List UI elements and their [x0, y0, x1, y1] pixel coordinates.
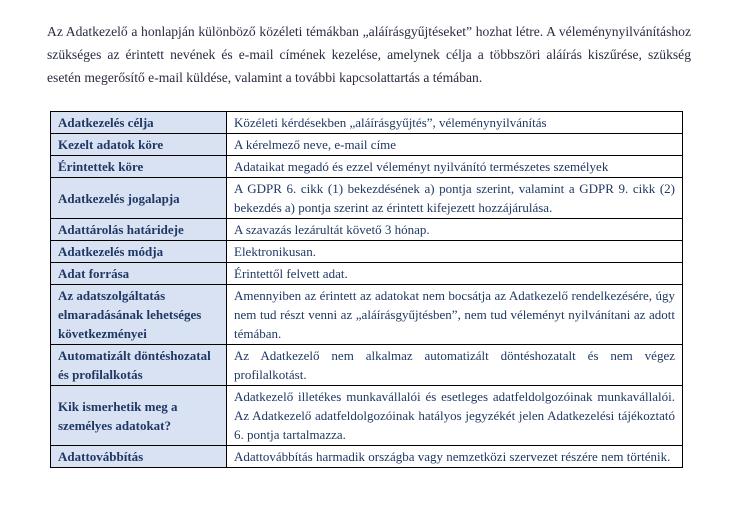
row-label: Adattovábbítás: [51, 446, 227, 468]
intro-paragraph: Az Adatkezelő a honlapján különböző közéleti témákban „aláírásgyűjtéseket” hozhat létre. A véleménynyilvánításhoz szükséges az érintett nevének és e-mail címének kezelése, amelynek célja a többszöri aláírás kiszűrése, szükség esetén megerősítő e-mail küldése, valamint a további kapcsolattartás a témában.: [47, 24, 691, 85]
row-label: Az adatszolgáltatás elmaradásának lehetséges következményei: [51, 285, 227, 345]
table-row: [51, 178, 683, 219]
row-value: Adatkezelő illetékes munkavállalói és esetleges adatfeldolgozóinak munkavállalói. Az Adatkezelő adatfeldolgozóinak hatályos jegyzékét jelen Adatkezelési tájékoztató 6. pontja tartalmazza.: [227, 386, 683, 446]
table-row: [51, 345, 683, 386]
table-row: [51, 285, 683, 345]
row-value: Elektronikusan.: [227, 241, 683, 263]
row-label: Kezelt adatok köre: [51, 134, 227, 156]
row-value: Közéleti kérdésekben „aláírásgyűjtés”, véleménynyilvánítás: [227, 112, 683, 134]
row-value: A GDPR 6. cikk (1) bekezdésének a) pontja szerint, valamint a GDPR 9. cikk (2) bekezdés a) pontja szerint az érintett kifejezett hozzájárulása.: [227, 178, 683, 219]
table-row: [51, 263, 683, 285]
row-label: Adatkezelés jogalapja: [51, 178, 227, 219]
row-value: A szavazás lezárultát követő 3 hónap.: [227, 219, 683, 241]
row-value: Érintettől felvett adat.: [227, 263, 683, 285]
row-label: Érintettek köre: [51, 156, 227, 178]
row-label: Adat forrása: [51, 263, 227, 285]
row-value: Az Adatkezelő nem alkalmaz automatizált döntéshozatalt és nem végez profilalkotást.: [227, 345, 683, 386]
data-processing-table: [50, 111, 683, 468]
row-value: Adattovábbítás harmadik országba vagy nemzetközi szervezet részére nem történik.: [227, 446, 683, 468]
table-row: [51, 134, 683, 156]
table-row: [51, 446, 683, 468]
table-row: [51, 112, 683, 134]
row-value: Amennyiben az érintett az adatokat nem bocsátja az Adatkezelő rendelkezésére, úgy nem tud részt venni az „aláírásgyűjtésben”, nem tud véleményt nyilvánítani az adott témában.: [227, 285, 683, 345]
row-label: Kik ismerhetik meg a személyes adatokat?: [51, 386, 227, 446]
row-value: Adataikat megadó és ezzel véleményt nyilvánító természetes személyek: [227, 156, 683, 178]
table-row: [51, 156, 683, 178]
row-value: A kérelmező neve, e-mail címe: [227, 134, 683, 156]
table-row: [51, 241, 683, 263]
table-row: [51, 386, 683, 446]
row-label: Automatizált döntéshozatal és profilalkotás: [51, 345, 227, 386]
table-row: [51, 219, 683, 241]
row-label: Adatkezelés módja: [51, 241, 227, 263]
row-label: Adatkezelés célja: [51, 112, 227, 134]
data-processing-table-body: [51, 112, 683, 468]
row-label: Adattárolás határideje: [51, 219, 227, 241]
